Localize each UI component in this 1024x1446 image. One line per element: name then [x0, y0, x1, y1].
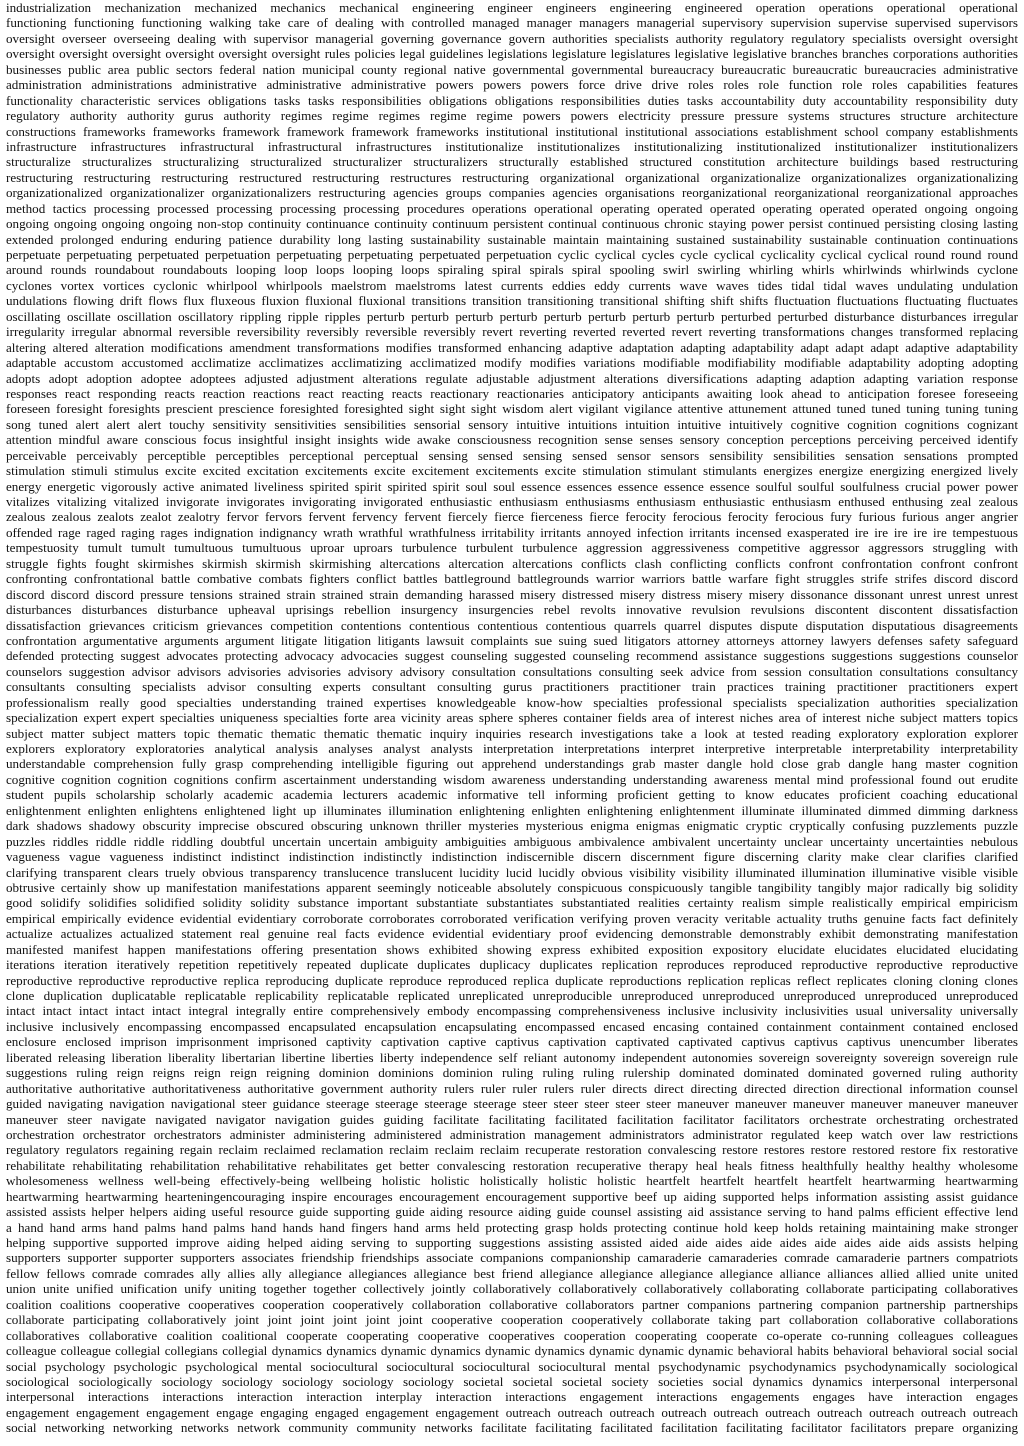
text-line: restructuring restructuring restructuring restructured restructuring restructures restructuring organizational organizational organizationalize organizationalizes organizationalizing	[6, 169, 1018, 185]
text-line: confrontation argumentative arguments argument litigate litigation litigants lawsuit complaints sue suing sued litigators attorney attorneys attorney lawyers defenses safety safeguard	[6, 632, 1018, 648]
text-line: union unite unified unification unify uniting together together collectively jointly collaboratively collaboratively collaboratively collaborating collaborate participating collaboratives	[6, 1281, 1018, 1297]
text-line: disturbances disturbances disturbance upheaval uprisings rebellion insurgency insurgencies rebel revolts innovative revulsion revulsions discontent discontent dissatisfaction	[6, 602, 1018, 618]
text-line: administration administrations administrative administrative administrative powers powers powers force drive drive roles roles role function role roles capabilities features	[6, 77, 1018, 93]
text-line: assisted assists helper helpers aiding useful resource guide supporting guide aiding resource aiding guide counsel assisting aid assistance serving to hand palms efficient effective lend	[6, 1204, 1018, 1220]
text-line: counselors suggestion advisor advisors advisories advisories advisory advisory consultation consultations consulting seek advice from session consultation consultations consultancy	[6, 663, 1018, 679]
text-line: confronting confrontational battle combative combats fighters conflict battles battleground battlegrounds warrior warriors battle warfare fight struggles strife strifes discord discord	[6, 571, 1018, 587]
text-line: regulatory regulators regaining regain reclaim reclaimed reclamation reclaim reclaim reclaim recuperate restoration convalescing restore restores restore restored restore fix restorative	[6, 1142, 1018, 1158]
text-line: adopts adopt adoption adoptee adoptees adjusted adjustment alterations regulate adjustable adjustment alterations diversifications adapting adaption adapting variation response	[6, 370, 1018, 386]
text-line: heartwarming heartwarming hearteningencouraging inspire encourages encouragement encouragement supportive beef up aiding supported helps information assisting assist guidance	[6, 1188, 1018, 1204]
text-line: guided navigating navigation navigational steer guidance steerage steerage steerage steerage steer steer steer steer steer maneuver maneuver maneuver maneuver maneuver maneuver	[6, 1096, 1018, 1112]
text-line: struggle fights fought skirmishes skirmish skirmish skirmishing altercations altercation altercations conflicts clash conflicting conflicts confront confrontation confront confront	[6, 555, 1018, 571]
text-line: constructions frameworks frameworks framework framework framework frameworks institutional institutional institutional associations establishment school company establishments	[6, 123, 1018, 139]
text-line: structuralize structuralizes structuralizing structuralized structuralizer structuralizers structurally established structured constitution architecture buildings based restructuring	[6, 154, 1018, 170]
text-line: adaptable accustom accustomed acclimatize acclimatizes acclimatizing acclimatized modify modifies variations modifiable modifiability modifiable adaptability adopting adopting	[6, 355, 1018, 371]
text-line: vagueness vague vagueness indistinct indistinct indistinction indistinctly indistinction indiscernible discern discernment figure discerning clarity make clear clarifies clarified	[6, 849, 1018, 865]
text-line: zealous zealous zealots zealot zealotry fervor fervors fervent fervency fervent fiercely fierce fierceness fierce ferocity ferocious ferocity ferocious fury furious furious anger angrier	[6, 509, 1018, 525]
text-line: attention mindful aware conscious focus insightful insight insights wide awake consciousness recognition sense senses sensory conception perceptions perceiving perceived identify	[6, 432, 1018, 448]
text-line: suggestions ruling reign reigns reign reign reigning dominion dominions dominion ruling ruling ruling rulership dominated dominated dominated governed ruling authority	[6, 1065, 1018, 1081]
text-line: dark shadows shadowy obscurity imprecise obscured obscuring unknown thriller mysteries mysterious enigma enigmas enigmatic cryptic cryptically confusing puzzlements puzzle	[6, 818, 1018, 834]
text-line: tempestuosity tumult tumult tumultuous tumultuous uproar uproars turbulence turbulent turbulence aggression aggressiveness competitive aggressor aggressors struggling with	[6, 540, 1018, 556]
text-line: oversight overseer overseeing dealing with supervisor managerial governing governance govern authorities specialists authority regulatory regulatory specialists oversight oversight	[6, 30, 1018, 46]
text-line: enclosure enclosed imprison imprisonment imprisoned captivity captivation captive captivus captivation captivated captivated captivus captivus captivus unencumber liberates	[6, 1034, 1018, 1050]
text-line: functioning functioning functioning walking take care of dealing with controlled managed manager managers managerial supervisory supervision supervise supervised supervisors	[6, 15, 1018, 31]
text-line: understandable comprehension fully grasp comprehending intelligible figuring out apprehend understandings grab master dangle hold close grab dangle hang master cognition	[6, 756, 1018, 772]
text-line: method tactics processing processed processing processing processing procedures operations operational operating operated operated operating operated operated ongoing ongoing	[6, 200, 1018, 216]
text-line: wholesomeness wellness well-being effectively-being wellbeing holistic holistic holistically holistic holistic heartfelt heartfelt heartfelt heartfelt heartwarming heartwarming	[6, 1173, 1018, 1189]
text-line: stimulation stimuli stimulus excite excited excitation excitements excite excitement excitements excite stimulation stimulant stimulants energizes energize energizing energized lively	[6, 463, 1018, 479]
text-line: around rounds roundabout roundabouts looping loop loops looping loops spiraling spiral spirals spiral spooling swirl swirling whirling whirls whirlwinds whirlwinds cyclone	[6, 262, 1018, 278]
text-line: iterations iteration iteratively repetition repetitively repeated duplicate duplicates duplicacy duplicates replication reproduces reproduced reproductive reproductive reproductive	[6, 957, 1018, 973]
text-line: empirical empirically evidence evidential evidentiary corroborate corroborates corroborated verification verifying proven veracity veritable actuality truths genuine facts fact definitely	[6, 910, 1018, 926]
text-line: actualize actualizes actualized statement real genuine real facts evidence evidential evidentiary proof evidencing demonstrable demonstrably exhibit demonstrating manifestation	[6, 926, 1018, 942]
text-line: infrastructure infrastructures infrastructural infrastructural infrastructures institutionalize institutionalizes institutionalizing institutionalized institutionalizer institutionalizers	[6, 138, 1018, 154]
text-line: clarifying transparent clears truely obvious transparency translucence translucent lucidity lucid lucidly obvious visibility visibility illuminated illumination illuminative visible visible	[6, 864, 1018, 880]
text-line: organizationalized organizationalizer organizationalizers restructuring agencies groups companies agencies organisations reorganizational reorganizational reorganizational approaches	[6, 185, 1018, 201]
text-line: clone duplication duplicatable replicatable replicability replicatable replicated unreplicated unreproducible unreproduced unreproduced unreproduced unreproduced unreproduced	[6, 988, 1018, 1003]
text-line: good solidify solidifies solidified solidity solidity substance important substantiate substantiates substantiated realities certainty realism simple realistically empirical empiricism	[6, 895, 1018, 911]
text-line: supporters supporter supporter supporters associates friendship friendships associate companions companionship camaraderie camaraderies comrade camaraderie partners compatriots	[6, 1250, 1018, 1266]
text-line: explorers exploratory exploratories analytical analysis analyses analyst analysts interpretation interpretations interpret interpretive interpretable interpretability interpretability	[6, 741, 1018, 756]
text-line: cyclones vortex vortices cyclonic whirlpool whirlpools maelstrom maelstroms latest currents eddies eddy currents wave waves tides tidal tidal waves undulating undulation	[6, 277, 1018, 293]
text-line: oversight oversight oversight oversight oversight oversight rules policies legal guidelines legislations legislature legislatures legislative legislative branches branches corporations authorities	[6, 46, 1018, 62]
text-line: engagement engagement engagement engage engaging engaged engagement engagement outreach outreach outreach outreach outreach outreach outreach outreach outreach outreach	[6, 1404, 1018, 1420]
text-line: discord discord discord pressure tensions strained strain strained strain demanding harassed misery distressed misery distress misery misery dissonance dissonant unrest unrest unrest	[6, 586, 1018, 602]
text-line: a hand hand arms hand palms hand palms hand hands hand fingers hand arms held protecting grasp holds protecting continue hold keep holds retaining maintaining make stronger	[6, 1219, 1018, 1235]
text-line: authoritative authoritative authoritativeness authoritative government authority rulers ruler ruler rulers ruler directs direct directing directed direction directional information counsel	[6, 1080, 1018, 1096]
text-line: regulatory authority authority gurus authority regimes regime regimes regime regime powers powers electricity pressure pressure systems structures structure architecture	[6, 108, 1018, 124]
text-line: perpetuate perpetuating perpetuated perpetuation perpetuating perpetuating perpetuated perpetuation cyclic cyclical cycles cycle cyclical cyclicality cyclical cyclical round round round	[6, 247, 1018, 262]
text-line: irregularity irregular abnormal reversible reversibility reversibly reversible reversibly revert reverting reverted reverted revert reverting transformations changes transformed replacing	[6, 324, 1018, 340]
text-line: oscillating oscillate oscillation oscillatory rippling ripple ripples perturb perturb perturb perturb perturb perturb perturb perturb perturbed perturbed disturbance disturbances irregular	[6, 308, 1018, 324]
text-line: reproductive reproductive reproductive replica reproducing duplicate reproduce reproduced replica duplicate reproductions replication replicas reflect replicates cloning cloning clones	[6, 972, 1018, 988]
text-line: rehabilitate rehabilitating rehabilitation rehabilitative rehabilitates get better convalescing restoration recuperative therapy heal heals fitness healthfully healthy healthy wholesome	[6, 1157, 1018, 1173]
text-line: altering altered alteration modifications amendment transformations modifies transformed enhancing adaptive adaptation adapting adaptability adapt adapt adapt adaptive adaptability	[6, 339, 1018, 355]
text-line: helping supportive supported improve aiding helped aiding serving to supporting suggestions assisting assisted aided aide aides aide aides aide aides aide aids assists helping	[6, 1235, 1018, 1250]
text-line: foreseen foresight foresights prescient prescience foresighted foresighted sight sight sight wisdom alert vigilant vigilance attentive attunement attuned tuned tuned tuning tuning tuning	[6, 401, 1018, 417]
text-line: obtrusive certainly show up manifestation manifestations apparent seemingly noticeable absolutely conspicuous conspicuously tangible tangibility tangibly major radically big solidity	[6, 879, 1018, 895]
text-line: industrialization mechanization mechanized mechanics mechanical engineering engineer engineers engineering engineered operation operations operational operational	[6, 0, 1018, 15]
text-line: manifested manifest happen manifestations offering presentation shows exhibited showing express exhibited exposition expository elucidate elucidates elucidated elucidating	[6, 941, 1018, 957]
text-line: colleague colleague collegial collegians collegial dynamics dynamics dynamic dynamics dynamic dynamics dynamic dynamic dynamic behavioral habits behavioral behavioral social social	[6, 1343, 1018, 1359]
text-line: orchestration orchestrator orchestrators administer administering administered administration management administrators administrator regulated keep watch over law restrictions	[6, 1126, 1018, 1142]
text-line: extended prolonged enduring enduring patience durability long lasting sustainability sustainable maintain maintaining sustained sustainability sustainable continuation continuations	[6, 231, 1018, 247]
text-line: responses react responding reacts reaction reactions react reacting reacts reactionary reactionaries anticipatory anticipants awaiting look ahead to anticipation foresee foreseeing	[6, 385, 1018, 401]
text-line: song tuned alert alert alert touchy sensitivity sensitivities sensibilities sensorial sensory intuitive intuitions intuition intuitive intuitively cognitive cognition cognitions cognizant	[6, 416, 1018, 432]
text-line: professionalism really good specialties understanding trained expertises knowledgeable know-how specialties professional specialists specialization authorities specialization	[6, 694, 1018, 710]
text-line: social networking networking networks network community community networks facilitate facilitating facilitated facilitation facilitating facilitator facilitators prepare organizing	[6, 1420, 1018, 1436]
text-line: specialization expert expert specialties uniqueness specialties forte area vicinity areas sphere spheres container fields area of interest niches area of interest niche subject matters topics	[6, 710, 1018, 726]
text-line: cognitive cognition cognition cognitions confirm ascertainment understanding wisdom awareness understanding understanding awareness mental mind professional found out erudite	[6, 771, 1018, 787]
text-line: inclusive inclusively encompassing encompassed encapsulated encapsulation encapsulating encompassed encased encasing contained containment containment contained enclosed	[6, 1018, 1018, 1034]
text-line: subject matter subject matters topic thematic thematic thematic thematic inquiry inquiries research investigations take a look at tested reading exploratory exploration explorer	[6, 725, 1018, 741]
text-line: defended protecting suggest advocates protecting advocacy advocacies suggest counseling suggested counseling recommend assistance suggestions suggestions suggestions counselor	[6, 648, 1018, 664]
text-line: perceivable perceivably perceptible perceptibles perceptional perceptual sensing sensed sensing sensed sensor sensors sensibility sensibilities sensation sensations prompted	[6, 447, 1018, 463]
text-line: maneuver steer navigate navigated navigator navigation guides guiding facilitate facilitating facilitated facilitation facilitator facilitators orchestrate orchestrating orchestrated	[6, 1111, 1018, 1127]
text-line: offended rage raged raging rages indignation indignancy wrath wrathful wrathfulness irritability irritants annoyed infection irritants incensed exasperated ire ire ire ire ire tempestuous	[6, 524, 1018, 540]
text-line: consultants consulting specialists advisor consulting experts consultant consulting gurus practitioners practitioner train practices training practitioner practitioners expert	[6, 679, 1018, 695]
text-line: fellow fellows comrade comrades ally allies ally allegiance allegiances allegiance best friend allegiance allegiance allegiance allegiance alliance alliances allied allied unite united	[6, 1265, 1018, 1281]
text-line: functionality characteristic services obligations tasks tasks responsibilities obligations obligations responsibilities duties tasks accountability duty accountability responsibility duty	[6, 92, 1018, 108]
text-line: undulations flowing drift flows flux fluxeous fluxion fluxional fluxional transitions transition transitioning transitional shifting shift shifts fluctuation fluctuations fluctuating fluctuates	[6, 293, 1018, 309]
text-line: liberated releasing liberation liberality libertarian libertine liberties liberty independence self reliant autonomy independent autonomies sovereign sovereignty sovereign sovereign rule	[6, 1049, 1018, 1065]
text-line: puzzles riddles riddle riddle riddling doubtful uncertain uncertain ambiguity ambiguities ambiguous ambivalence ambivalent uncertainty unclear uncertainty uncertainties nebulous	[6, 833, 1018, 849]
text-line: energy energetic vigorously active animated liveliness spirited spirit spirited spirit soul soul essence essences essence essence essence soulful soulful soulfulness crucial power power	[6, 478, 1018, 494]
text-line: student pupils scholarship scholarly academic academia lecturers academic informative tell informing proficient getting to know educates proficient coaching educational	[6, 787, 1018, 803]
text-line: businesses public area public sectors federal nation municipal county regional native governmental governmental bureaucracy bureaucratic bureaucratic bureaucracies administrative	[6, 61, 1018, 77]
text-line: dissatisfaction grievances criticism grievances competition contentions contentious contentious contentious quarrels quarrel disputes dispute disputation disputatious disagreements	[6, 617, 1018, 633]
text-line: interpersonal interactions interactions interaction interaction interplay interaction interactions engagement interactions engagements engages have interaction engages	[6, 1389, 1018, 1405]
text-line: vitalizes vitalizing vitalized invigorate invigorates invigorating invigorated enthusiastic enthusiasm enthusiasms enthusiasm enthusiastic enthusiasm enthused enthusing zeal zealous	[6, 494, 1018, 509]
text-line: collaboratives collaborative coalition coalitional cooperate cooperating cooperative cooperatives cooperation cooperating cooperate co-operate co-running colleagues colleagues	[6, 1327, 1018, 1343]
text-line: enlightenment enlighten enlightens enlightened light up illuminates illumination enlightening enlighten enlightening enlightenment illuminate illuminated dimmed dimming darkness	[6, 802, 1018, 818]
text-line: ongoing ongoing ongoing ongoing non-stop continuity continuance continuity continuum persistent continual continuous chronic staying power persist continued persisting closing lasting	[6, 216, 1018, 232]
text-line: coalition coalitions cooperative cooperatives cooperation cooperatively collaboration collaborative collaborators partner companions partnering companion partnership partnerships	[6, 1296, 1018, 1312]
text-line: intact intact intact intact intact integral integrally entire comprehensively embody encompassing comprehensiveness inclusive inclusivity inclusivities usual universality universally	[6, 1003, 1018, 1019]
text-line: collaborate participating collaboratively joint joint joint joint joint joint cooperative cooperation cooperatively collaborate taking part collaboration collaborative collaborations	[6, 1312, 1018, 1328]
text-line: social psychology psychologic psychological mental sociocultural sociocultural sociocultural sociocultural mental psychodynamic psychodynamics psychodynamically sociological	[6, 1358, 1018, 1374]
text-line: sociological sociologically sociology sociology sociology sociology sociology societal societal societal society societies social dynamics dynamics interpersonal interpersonal	[6, 1373, 1018, 1389]
